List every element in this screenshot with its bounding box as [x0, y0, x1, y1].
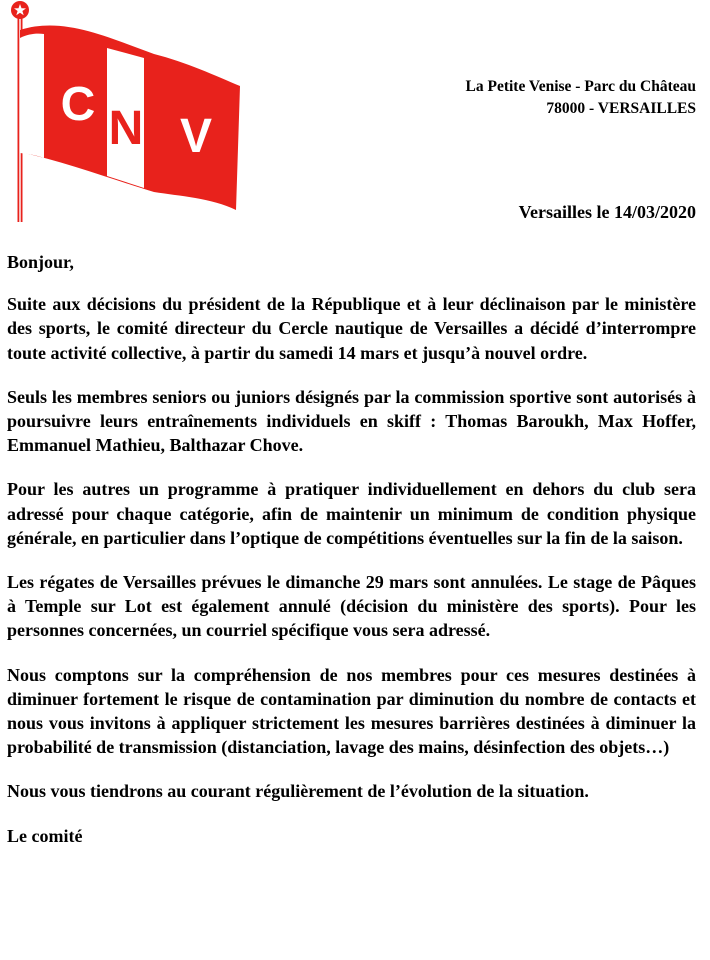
flag-pole-star: [11, 1, 29, 19]
paragraph-cancelled-events: Les régates de Versailles prévues le dimanche 29 mars sont annulées. Le stage de Pâques à Temple sur Lot est également annulé (décision du ministère des sports). Pour les personnes concernées, un courriel spécifique vous sera adressé.: [7, 572, 696, 641]
flag-left-white-band: [20, 34, 44, 158]
greeting: Bonjour,: [7, 252, 74, 272]
paragraph-training-program: Pour les autres un programme à pratiquer individuellement en dehors du club sera adressé pour chaque catégorie, afin de maintenir un minimum de condition physique générale, en particulier dans l’optique de compétitions éventuelles sur la fin de la saison.: [7, 479, 696, 548]
letter-body: [7, 250, 696, 848]
paragraph-barrier-measures: Nous comptons sur la compréhension de nos membres pour ces mesures destinées à diminuer fortement le risque de contamination par diminution du nombre de contacts et nous vous invitons à appliquer strictement les mesures barrières destinées à diminuer la probabilité de transmission (distanciation, lavage des mains, désinfection des objets…): [7, 664, 696, 758]
paragraph-updates: Nous vous tiendrons au courant régulièrement de l’évolution de la situation.: [7, 781, 589, 802]
signature: Le comité: [7, 825, 83, 846]
flag-letter-c: C: [60, 78, 96, 131]
flag-letter-v: V: [179, 110, 213, 163]
address-line-1: La Petite Venise - Parc du Château: [465, 78, 696, 95]
flag-letter-n: N: [108, 102, 144, 155]
paragraph-authorized-members: Seuls les membres seniors ou juniors désignés par la commission sportive sont autorisés à poursuivre leurs entraînements individuels en skiff : Thomas Baroukh, Max Hoffer, Emmanuel Mathieu, Balthazar Chove.: [7, 386, 696, 456]
cnv-club-flag-logo: [4, 0, 244, 225]
paragraph-decision: Suite aux décisions du président de la République et à leur déclinaison par le ministère des sports, le comité directeur du Cercle nautique de Versailles a décidé d’interrompre toute activité collective, à partir du samedi 14 mars et jusqu’à nouvel ordre.: [7, 294, 696, 363]
address-line-2: 78000 - VERSAILLES: [546, 100, 696, 117]
letter-date: Versailles le 14/03/2020: [518, 202, 696, 222]
